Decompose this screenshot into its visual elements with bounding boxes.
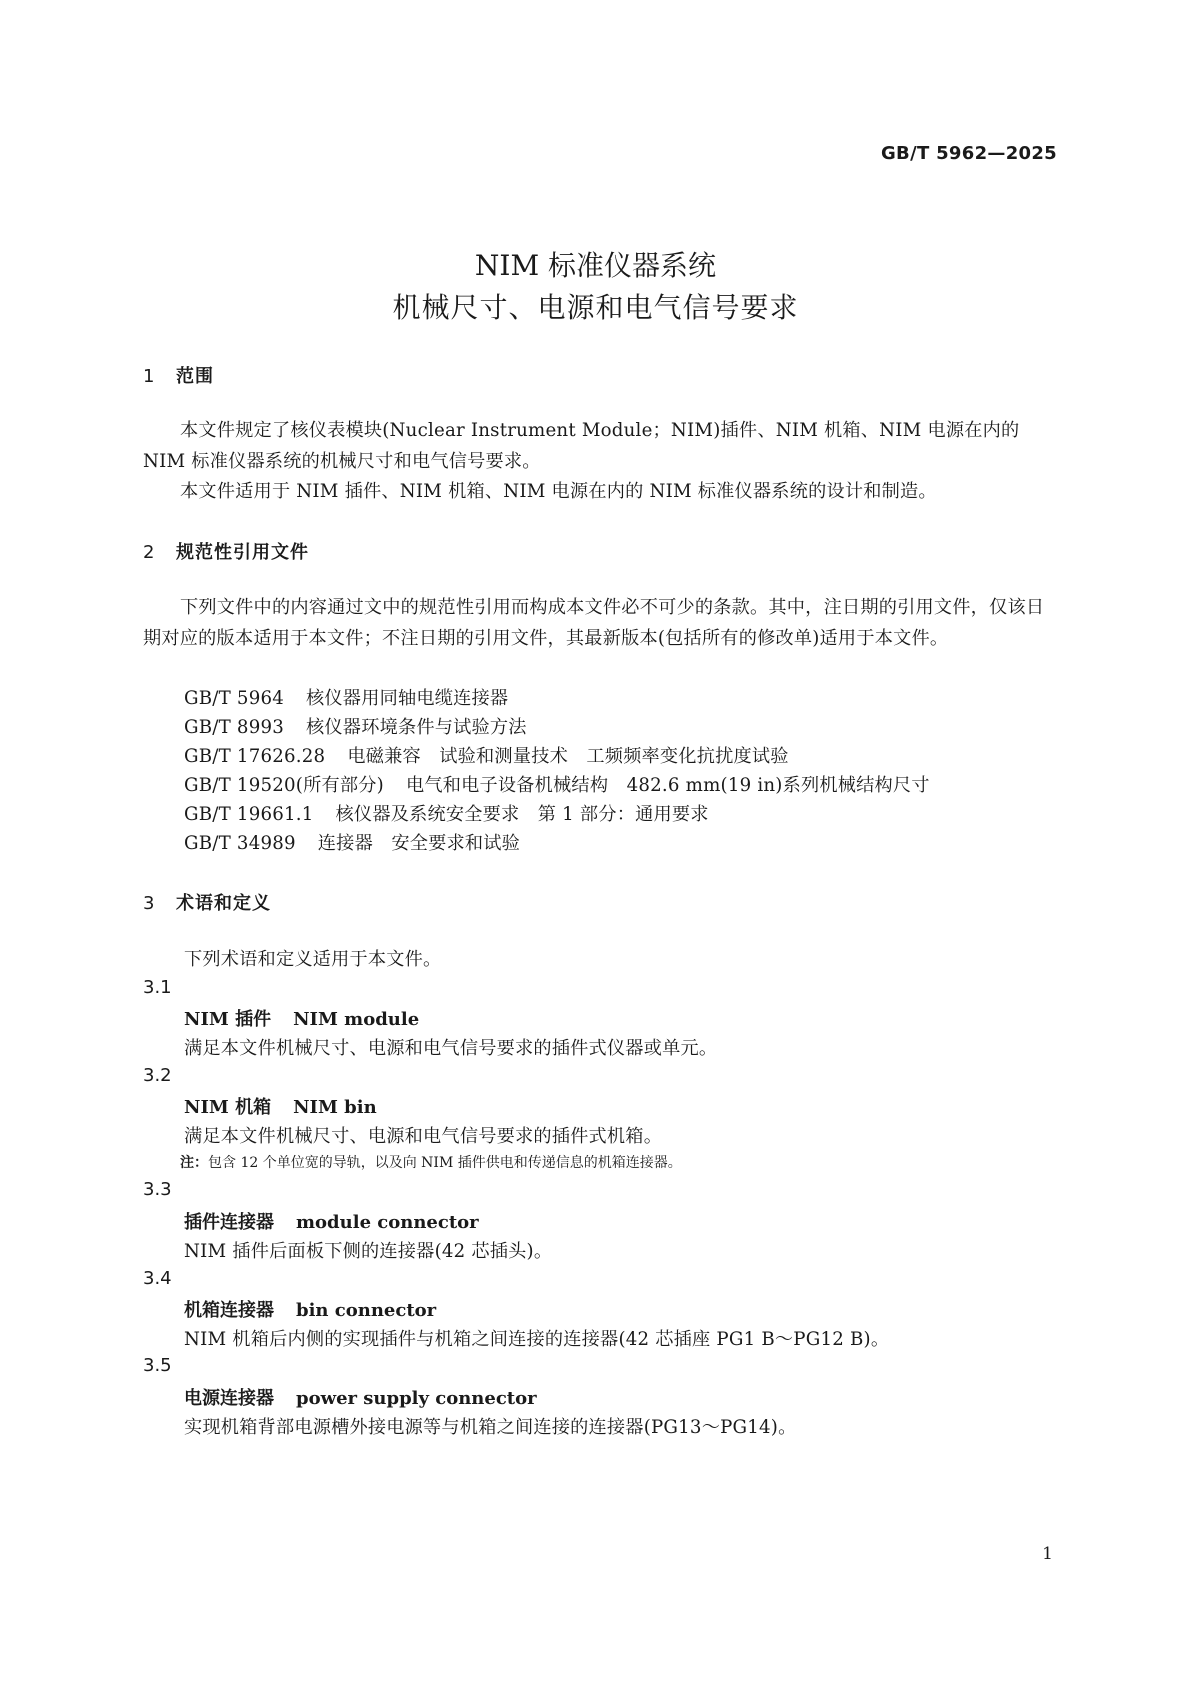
- standard-code: GB/T 5962—2025: [880, 143, 1057, 164]
- term-number: 3.1: [143, 977, 172, 998]
- section-number: 3: [143, 893, 156, 914]
- document-title-line1: NIM 标准仪器系统: [474, 249, 717, 282]
- section-title: 范围: [176, 366, 214, 387]
- section-number: 1: [143, 366, 156, 387]
- section-title: 术语和定义: [176, 893, 271, 914]
- term-definition: NIM 插件后面板下侧的连接器(42 芯插头)。: [184, 1241, 553, 1262]
- term-definition: NIM 机箱后内侧的实现插件与机箱之间连接的连接器(42 芯插座 PG1 B～PG12 B)。: [184, 1329, 890, 1350]
- reference-item: GB/T 19661.1 核仪器及系统安全要求 第 1 部分：通用要求: [184, 804, 709, 825]
- section-number: 2: [143, 542, 156, 563]
- term-number: 3.4: [143, 1268, 172, 1289]
- scope-paragraph-1: 本文件规定了核仪表模块(Nuclear Instrument Module；NIM)插件、NIM 机箱、NIM 电源在内的NIM 标准仪器系统的机械尺寸和电气信号要求。: [143, 420, 1020, 472]
- references-intro-paragraph: 下列文件中的内容通过文中的规范性引用而构成本文件必不可少的条款。其中，注日期的引用文件，仅该日期对应的版本适用于本文件；不注日期的引用文件，其最新版本(包括所有的修改单)适用于本文件。: [143, 597, 1045, 649]
- page-number: 1: [1042, 1544, 1053, 1564]
- document-title-line2: 机械尺寸、电源和电气信号要求: [392, 291, 799, 324]
- term-heading: NIM 机箱 NIM bin: [184, 1097, 377, 1118]
- term-heading: 机箱连接器 bin connector: [184, 1300, 437, 1321]
- section-title: 规范性引用文件: [176, 542, 309, 563]
- section-heading-scope: [143, 362, 214, 388]
- term-heading: 插件连接器 module connector: [184, 1212, 479, 1233]
- reference-item: GB/T 19520(所有部分) 电气和电子设备机械结构 482.6 mm(19 in)系列机械结构尺寸: [184, 775, 930, 796]
- term-note: 注：包含 12 个单位宽的导轨，以及向 NIM 插件供电和传递信息的机箱连接器。: [180, 1155, 682, 1171]
- term-number: 3.3: [143, 1179, 172, 1200]
- reference-item: GB/T 17626.28 电磁兼容 试验和测量技术 工频频率变化抗扰度试验: [184, 746, 789, 767]
- section-heading-normative-references: [143, 538, 309, 564]
- term-definition: 满足本文件机械尺寸、电源和电气信号要求的插件式仪器或单元。: [184, 1038, 718, 1059]
- scope-paragraph-2: 本文件适用于 NIM 插件、NIM 机箱、NIM 电源在内的 NIM 标准仪器系统的设计和制造。: [180, 481, 937, 502]
- term-heading: NIM 插件 NIM module: [184, 1009, 420, 1030]
- reference-item: GB/T 8993 核仪器环境条件与试验方法: [184, 717, 527, 738]
- reference-item: GB/T 34989 连接器 安全要求和试验: [184, 833, 521, 854]
- term-definition: 满足本文件机械尺寸、电源和电气信号要求的插件式机箱。: [184, 1126, 663, 1147]
- term-number: 3.5: [143, 1355, 172, 1376]
- section-heading-terms: [143, 889, 271, 915]
- terms-intro: 下列术语和定义适用于本文件。: [184, 949, 442, 970]
- term-heading: 电源连接器 power supply connector: [184, 1388, 537, 1409]
- reference-item: GB/T 5964 核仪器用同轴电缆连接器: [184, 688, 509, 709]
- term-number: 3.2: [143, 1065, 172, 1086]
- term-definition: 实现机箱背部电源槽外接电源等与机箱之间连接的连接器(PG13～PG14)。: [184, 1417, 797, 1438]
